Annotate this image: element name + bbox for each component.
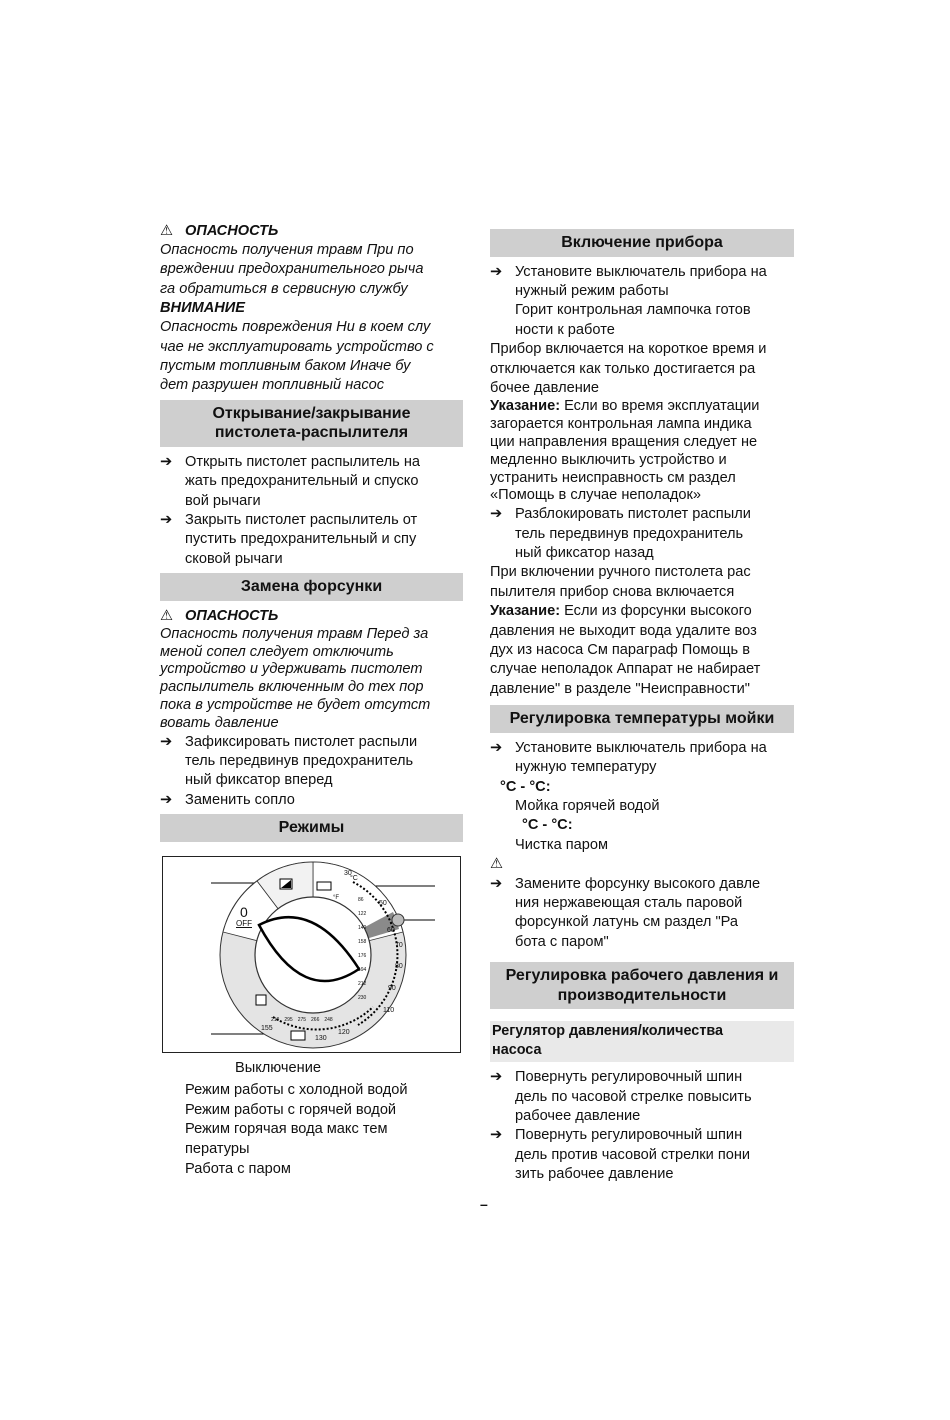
arrow-right-icon: ➔ xyxy=(490,739,503,756)
note-paragraph: Указание: Если из форсунки высокого давления не выходит вода удалите воз дух из насоса См параграф Помощь в случае неполадок Аппарат не набирает давление" в разделе "Неисправности" xyxy=(490,603,761,697)
list-item: ➔ Разблокировать пистолет распыли тель передвинув предохранитель ный фиксатор назад xyxy=(490,505,794,563)
list-item: ➔ Повернуть регулировочный шпин дель против часовой стрелки пони зить рабочее давление xyxy=(490,1126,794,1184)
arrow-right-icon: ➔ xyxy=(490,263,503,280)
danger-heading: ⚠ ОПАСНОСТЬ xyxy=(160,607,279,624)
temp-mode-text: Мойка горячей водой xyxy=(515,797,660,814)
temp-range: °C - °C: xyxy=(500,778,551,795)
dial-off-zero: 0 xyxy=(240,903,248,920)
mode-legend xyxy=(160,1059,463,1180)
temp-range: °C - °C: xyxy=(522,817,573,834)
list-item: ➔ Зафиксировать пистолет распыли тель передвинув предохранитель ный фиксатор вперед xyxy=(160,733,463,791)
right-column xyxy=(490,229,794,1185)
section-header-switch-on: Включение прибора xyxy=(490,229,794,257)
dial-scale-120: 120 xyxy=(338,1028,350,1036)
danger-text: Опасность получения травм При по вреждении предохранительного рыча га обратиться в сервисную службу xyxy=(160,242,424,297)
legend-item: Режим работы с горячей водой xyxy=(185,1101,397,1118)
warning-triangle-icon: ⚠ xyxy=(160,607,174,624)
legend-item: Режим горячая вода макс тем xyxy=(185,1121,388,1138)
dial-unit-c: °C xyxy=(350,874,358,882)
section-header-gun: Открывание/закрывание пистолета-распылителя xyxy=(160,400,463,447)
legend-item: Режим работы с холодной водой xyxy=(185,1082,408,1099)
indented-text: Горит контрольная лампочка готов ности к работе xyxy=(515,302,751,338)
dial-scale-155: 155 xyxy=(261,1024,273,1032)
warning-triangle-icon: ⚠ xyxy=(490,856,504,873)
danger-text: Опасность получения травм Перед за меной сопел следует отключить устройство и удерживать пистолет распылитель включенным до тех пор пока в устройстве не будет отсутст вовать давление xyxy=(160,625,431,731)
legend-item: Выключение xyxy=(235,1059,321,1076)
arrow-right-icon: ➔ xyxy=(160,512,173,529)
list-item: ➔ Повернуть регулировочный шпин дель по часовой стрелке повысить рабочее давление xyxy=(490,1068,794,1126)
note-paragraph: Указание: Если во время эксплуатации загорается контрольная лампа индика ции направления вращения следует не медленно выключить устройство и устранить неисправность см раздел «Помощь в случае неполадок» xyxy=(490,398,760,504)
paragraph: Прибор включается на короткое время и отключается как только достигается ра бочее давление xyxy=(490,341,767,396)
dial-scale-inner-right: 86 122 140 158 176 194 212 230 xyxy=(358,896,367,1001)
legend-item: Работа с паром xyxy=(185,1160,291,1177)
arrow-right-icon: ➔ xyxy=(160,791,173,808)
list-item: ➔ Заменить сопло xyxy=(160,791,463,810)
arrow-right-icon: ➔ xyxy=(490,506,503,523)
list-item: ➔ Замените форсунку высокого давле ния нержавеющая сталь паровой форсункой латунь см раздел "Ра бота с паром" xyxy=(490,875,794,953)
warning-triangle-icon: ⚠ xyxy=(160,223,174,239)
dial-scale-110: 110 xyxy=(383,1006,395,1014)
section-header-nozzle: Замена форсунки xyxy=(160,573,463,601)
section-header-modes: Режимы xyxy=(160,814,463,842)
left-column xyxy=(160,222,463,1179)
dial-scale-90: 90 xyxy=(388,984,396,992)
list-item: ➔ Установите выключатель прибора на нужную температуру xyxy=(490,739,794,778)
section-header-temperature: Регулировка температуры мойки xyxy=(490,705,794,733)
dial-scale-130: 130 xyxy=(315,1034,327,1042)
arrow-right-icon: ➔ xyxy=(160,733,173,750)
arrow-right-icon: ➔ xyxy=(490,1127,503,1144)
dial-scale-50: 50 xyxy=(379,899,387,907)
dial-off-label: OFF xyxy=(236,918,252,928)
dial-scale-60: 60 xyxy=(387,926,395,934)
dial-scale-30: 30 xyxy=(344,869,352,877)
arrow-right-icon: ➔ xyxy=(490,875,503,892)
dial-scale-80: 80 xyxy=(395,962,403,970)
legend-item: пературы xyxy=(185,1141,250,1158)
section-header-pressure: Регулировка рабочего давления и производительности xyxy=(490,962,794,1009)
mode-dial-figure xyxy=(162,856,461,1053)
danger-heading: ⚠ ОПАСНОСТЬ xyxy=(160,223,279,239)
attention-text: Опасность повреждения Ни в коем слу чае не эксплуатировать устройство с пустым топливным баком Иначе бу дет разрушен топливный насос xyxy=(160,319,434,394)
arrow-right-icon: ➔ xyxy=(160,453,173,470)
subsection-header-regulator: Регулятор давления/количества насоса xyxy=(490,1021,794,1062)
list-item: ➔ Установите выключатель прибора на нужный режим работы xyxy=(490,263,794,302)
page-number: – xyxy=(480,1196,488,1212)
dial-unit-f: °F xyxy=(333,894,340,901)
attention-heading: ВНИМАНИЕ xyxy=(160,300,246,317)
dial-scale-70: 70 xyxy=(395,941,403,949)
paragraph: При включении ручного пистолета рас пылителя прибор снова включается xyxy=(490,564,751,600)
arrow-right-icon: ➔ xyxy=(490,1069,503,1086)
dial-scale-inner: 210 295 275 266 248 xyxy=(271,1016,333,1023)
list-item: ➔ Открыть пистолет распылитель на жать предохранительный и спуско вой рычаги xyxy=(160,453,463,511)
temp-mode-text: Чистка паром xyxy=(515,836,609,853)
list-item: ➔ Закрыть пистолет распылитель от пустить предохранительный и спу сковой рычаги xyxy=(160,511,463,569)
